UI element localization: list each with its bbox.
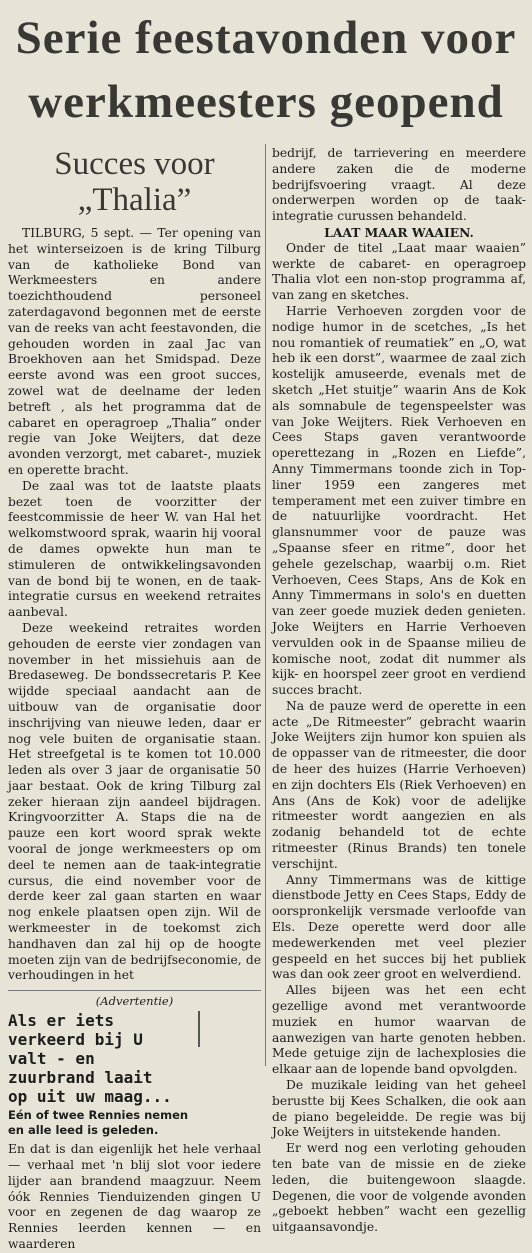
paragraph: Anny Timmermans was de kittige dienstbode Jetty en Cees Staps, Eddy de oorspronkelijk versmade verloofde van Els. Deze operette werd door alle medewerkenden met veel plezier gespeeld en het succes bij het publiek was dan ook zeer groot en welverdiend.: [272, 872, 526, 982]
advert-label: (Advertentie): [95, 994, 174, 1009]
paragraph: Deze weekeind retraites worden gehouden de eerste vier zondagen van november in het missiehuis aan de Bredaseweg. De bondssecretaris P. Kee wijdde speciaal aandacht aan de uitbouw van de organisatie door inschrijving van nieuwe leden, daar er nog vele buiten de organisatie staan. Het streefgetal is te komen tot 10.000 leden als over 3 jaar de organisatie 50 jaar bestaat. Ook de kring Tilburg zal zeker hieraan zijn aandeel bijdragen. Kringvoorzitter A. Staps die na de pauze een kort woord sprak wekte vooral de jonge werkmeesters op om deel te nemen aan de taak-integratie cursus, die eind november voor de derde keer zal gaan starten en waar nog enkele plaatsen open zijn. Wil de werkmeester in de toekomst zich handhaven dan zal hij op de hoogte moeten zijn van de bedrijfseconomie, de verhoudingen in het: [8, 620, 261, 983]
paragraph: bedrijf, de tarrievering en meerdere andere zaken die de moderne bedrijfsvoering vraagt. Al deze onderwerpen worden op de taak-integratie curussen behandeld.: [272, 146, 526, 224]
paragraph: De zaal was tot de laatste plaats bezet toen de voorzitter der feestcommissie de heer W. van Hal het welkomstwoord sprak, waarin hij vooral de dames opwekte hun man te stimuleren de ontwikkelingsavonden van de bond bij te wonen, en de taak-integratie cursus en weekend retraites aanbeval.: [8, 478, 261, 620]
right-column: [272, 146, 526, 1236]
paragraph: Onder de titel „Laat maar waaien” werkte de cabaret- en operagroep Thalia vlot een non-stop programma af, van zang en sketches.: [272, 240, 526, 303]
subheadline-line-2: „Thalia”: [77, 182, 192, 218]
advertisement: [8, 993, 261, 1253]
advert-mark: [198, 1011, 200, 1047]
section-heading: LAAT MAAR WAAIEN.: [324, 224, 474, 240]
advert-headline: Als er iets verkeerd bij U valt - en zuurbrand laait op uit uw maag...: [8, 1011, 172, 1107]
headline-line-2: werkmeesters geopend: [28, 76, 504, 128]
advert-subline: Eén of twee Rennies nemen en alle leed is geleden.: [8, 1108, 189, 1138]
left-column: [8, 146, 261, 1253]
subheadline-line-1: Succes voor: [54, 146, 215, 182]
advert-body: En dat is dan eigenlijk het hele verhaal — verhaal met 'n blij slot voor iedere lijder aan brandend maagzuur. Neem óók Rennies Tienduizenden gingen U voor en zegenen de dag waarop ze Rennies leerden kennen — en waarderen: [8, 1142, 261, 1252]
paragraph: Na de pauze werd de operette in een acte „De Ritmeester” gebracht waarin Joke Weijters zijn humor kon spuien als de oppasser van de ritmeester, die door de heer des huizes (Harrie Verhoeven) en zijn dochters Els (Riek Verhoeven) en Ans (Ans de Kok) voor de adelijke ritmeester wordt aangezien en als zodanig behandeld tot de echte ritmeester (Rinus Brands) ten tonele verschijnt.: [272, 698, 526, 871]
headline-line-1: Serie feestavonden voor: [15, 12, 517, 64]
paragraph: Harrie Verhoeven zorgden voor de nodige humor in de scetches, „Is het nou romantiek of reumatiek” en „O, wat heb ik een dorst”, waarmee de zaal zich kostelijk amuseerde, evenals met de sketch „Het stuitje” waarin Ans de Kok als somnabule de tegenspeelster was van Joke Weijters. Riek Verhoeven en Cees Staps gaven verantwoorde operettezang in „Rozen en Liefde”, Anny Timmermans toonde zich in Top-liner 1959 een zangeres met temperament met een zuiver timbre en de natuurlijke voordracht. Het glansnummer voor de pauze was „Spaanse sfeer en ritme”, door het gehele gezelschap, waarbij o.m. Riet Verhoeven, Cees Staps, Ans de Kok en Anny Timmermans in solo's en duetten van zeer goede muziek deden genieten. Joke Weijters en Harrie Verhoeven vervulden ook in de Spaanse milieu de komische noot, zodat dit nummer als kijk- en hoorspel zeer groot en verdiend succes bracht.: [272, 303, 526, 698]
paragraph: TILBURG, 5 sept. — Ter opening van het winterseizoen is de kring Tilburg van de katholieke Bond van Werkmeesters en andere toezichthoudend personeel zaterdagavond begonnen met de eerste van de reeks van acht feestavonden, die gehouden worden in zaal Jac van Broekhoven aan het Smidspad. Deze eerste avond was een groot succes, zowel wat de deelname der leden betreft , als het programma dat de cabaret en operagroep „Thalia” onder regie van Joke Weijters, dat deze avonden verzorgt, met cabaret-, muziek en operette bracht.: [8, 226, 261, 477]
paragraph: Alles bijeen was het een echt gezellige avond met verantwoorde muziek en humor waarvan de aanwezigen van harte genoten hebben. Mede getuige zijn de lachexplosies die elkaar aan de lopende band opvolgden.: [272, 983, 526, 1077]
paragraph: De muzikale leiding van het geheel berustte bij Kees Schalken, die ook aan de piano begeleidde. De regie was bij Joke Weijters in uitstekende handen.: [272, 1078, 526, 1140]
advert-divider: [8, 990, 261, 991]
column-divider: [265, 144, 266, 1066]
paragraph: Er werd nog een verloting gehouden ten bate van de missie en de zieke leden, die buitengewoon slaagde. Degenen, die voor de volgende avonden „geboekt hebben” wacht een gezellig uitgaansavondje.: [272, 1141, 526, 1235]
